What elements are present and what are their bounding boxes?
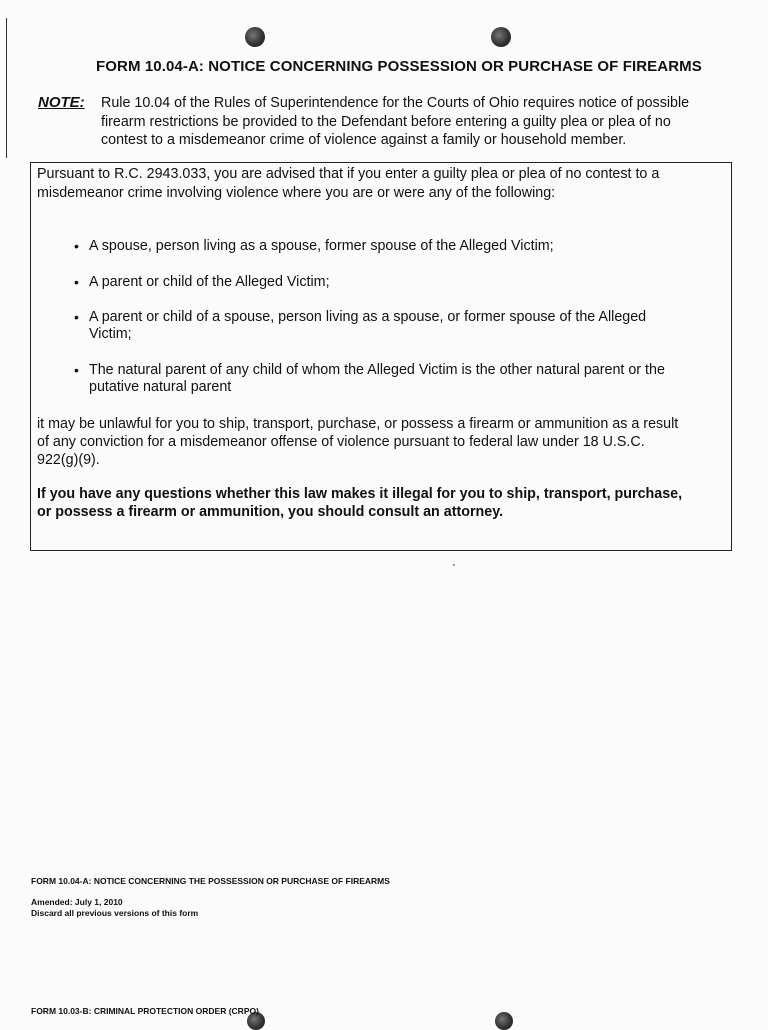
scan-edge-line bbox=[6, 18, 7, 158]
scan-speck bbox=[453, 564, 455, 566]
advice-line: If you have any questions whether this law makes it illegal for you to ship, transport, purchase, bbox=[37, 486, 683, 502]
list-item bbox=[74, 309, 647, 343]
list-item-text: A spouse, person living as a spouse, former spouse of the Alleged Victim; bbox=[89, 238, 554, 254]
bullet-icon: • bbox=[74, 362, 79, 378]
punch-hole-icon bbox=[491, 27, 511, 47]
footer-form-ref: FORM 10.04-A: NOTICE CONCERNING THE POSSESSION OR PURCHASE OF FIREARMS bbox=[31, 876, 390, 886]
list-item bbox=[74, 362, 665, 396]
consequence-line: it may be unlawful for you to ship, transport, purchase, or possess a firearm or ammunition as a result bbox=[37, 416, 679, 432]
consequence-line: 922(g)(9). bbox=[37, 452, 100, 468]
list-item bbox=[74, 238, 554, 255]
advice-text bbox=[37, 485, 727, 521]
bullet-icon: • bbox=[74, 238, 79, 254]
intro-line: Pursuant to R.C. 2943.033, you are advised that if you enter a guilty plea or plea of no contest to a bbox=[37, 166, 660, 182]
footer-next-form: FORM 10.03-B: CRIMINAL PROTECTION ORDER (CRPO) bbox=[31, 1006, 259, 1016]
note-line: firearm restrictions be provided to the Defendant before entering a guilty plea or plea of no bbox=[101, 113, 671, 130]
consequence-line: of any conviction for a misdemeanor offense of violence pursuant to federal law under 18 U.S.C. bbox=[37, 434, 645, 450]
footer-amended: Amended: July 1, 2010 bbox=[31, 897, 123, 907]
bullet-icon: • bbox=[74, 274, 79, 290]
note-text bbox=[101, 94, 731, 150]
note-line: contest to a misdemeanor crime of violence against a family or household member. bbox=[101, 132, 627, 148]
list-item-text: A parent or child of a spouse, person living as a spouse, or former spouse of the Alleged bbox=[89, 309, 647, 325]
list-item-text: Victim; bbox=[89, 326, 132, 342]
notice-intro bbox=[37, 165, 727, 202]
consequence-text bbox=[37, 415, 727, 469]
list-item-text: putative natural parent bbox=[89, 379, 232, 395]
punch-hole-icon bbox=[495, 1012, 513, 1030]
note-label: NOTE: bbox=[38, 94, 85, 111]
list-item-text: A parent or child of the Alleged Victim; bbox=[89, 274, 330, 290]
intro-line: misdemeanor crime involving violence where you are or were any of the following: bbox=[37, 184, 556, 201]
note-line: Rule 10.04 of the Rules of Superintendence for the Courts of Ohio requires notice of possible bbox=[101, 95, 690, 111]
advice-line: or possess a firearm or ammunition, you should consult an attorney. bbox=[37, 504, 504, 520]
punch-hole-icon bbox=[245, 27, 265, 47]
bullet-icon: • bbox=[74, 309, 79, 325]
form-title: FORM 10.04-A: NOTICE CONCERNING POSSESSION OR PURCHASE OF FIREARMS bbox=[96, 58, 702, 75]
list-item bbox=[74, 274, 330, 291]
footer-discard: Discard all previous versions of this form bbox=[31, 908, 199, 918]
list-item-text: The natural parent of any child of whom the Alleged Victim is the other natural parent or the bbox=[89, 362, 665, 378]
